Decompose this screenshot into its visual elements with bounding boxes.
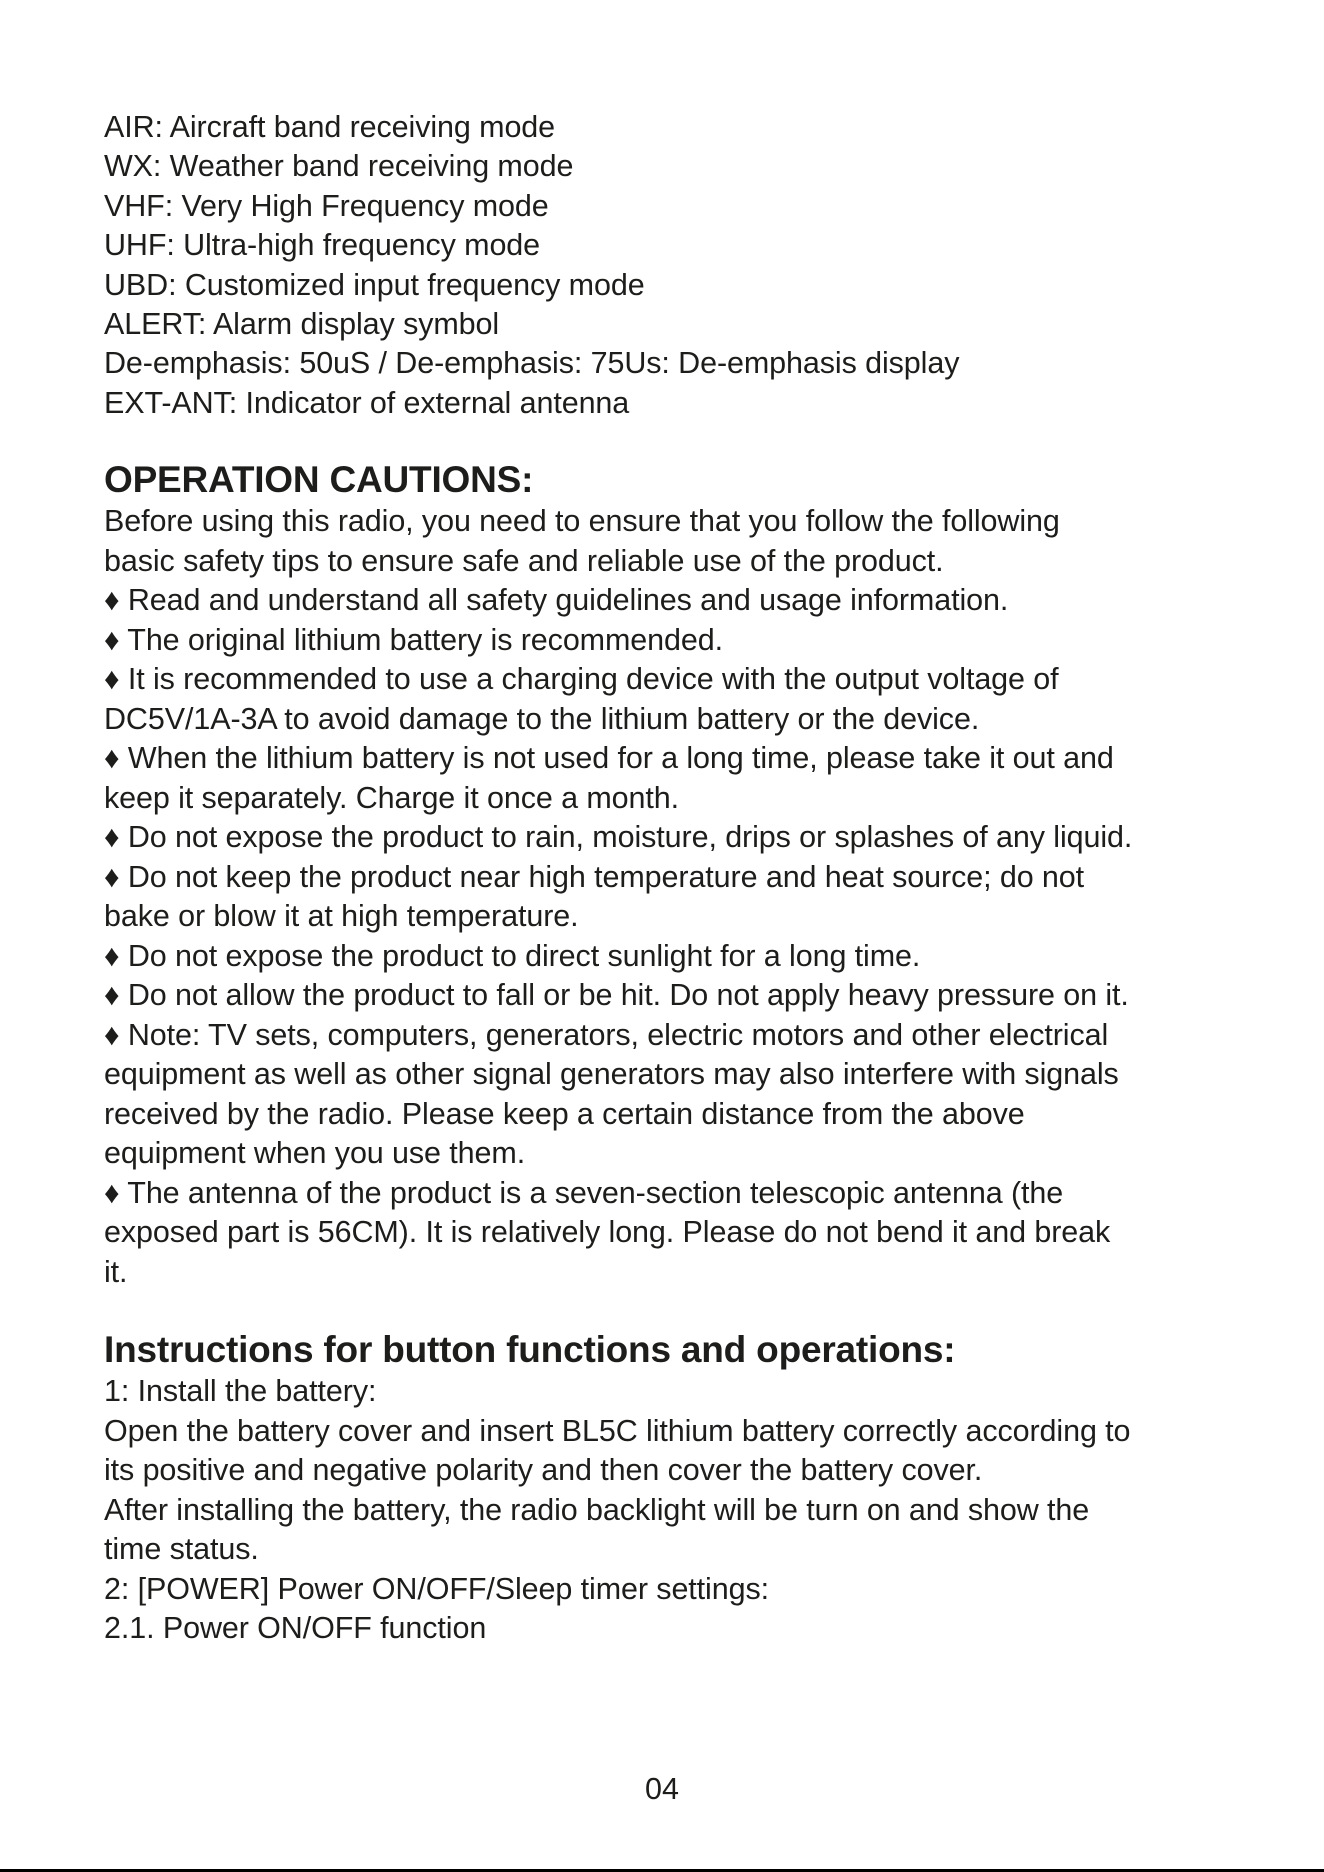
legend-line-wx: WX: Weather band receiving mode	[104, 149, 574, 184]
instruction-step-title: 1: Install the battery:	[104, 1374, 377, 1409]
caution-bullet-line: ♦ Note: TV sets, computers, generators, electric motors and other electrical	[104, 1017, 1109, 1052]
operation-cautions-body	[104, 502, 1234, 1292]
legend-line-de-emphasis: De-emphasis: 50uS / De-emphasis: 75Us: De-emphasis display	[104, 346, 960, 381]
legend-line-air: AIR: Aircraft band receiving mode	[104, 110, 556, 144]
caution-continuation-line: equipment when you use them.	[104, 1136, 526, 1171]
caution-continuation-line: it.	[104, 1254, 128, 1289]
instruction-subsection-title: 2.1. Power ON/OFF function	[104, 1611, 487, 1646]
caution-bullet-line: ♦ The original lithium battery is recommended.	[104, 622, 723, 657]
caution-continuation-line: bake or blow it at high temperature.	[104, 899, 579, 934]
legend-line-vhf: VHF: Very High Frequency mode	[104, 188, 549, 223]
caution-bullet-line: ♦ Do not expose the product to direct sunlight for a long time.	[104, 938, 921, 973]
instruction-text-line: After installing the battery, the radio backlight will be turn on and show the	[104, 1492, 1090, 1527]
caution-continuation-line: keep it separately. Charge it once a month.	[104, 780, 679, 815]
display-symbol-legend	[104, 108, 1234, 423]
instructions-body	[104, 1372, 1234, 1649]
caution-intro-line: Before using this radio, you need to ensure that you follow the following	[104, 504, 1060, 539]
legend-line-ubd: UBD: Customized input frequency mode	[104, 267, 645, 302]
legend-line-alert: ALERT: Alarm display symbol	[104, 307, 500, 342]
caution-continuation-line: exposed part is 56CM). It is relatively long. Please do not bend it and break	[104, 1215, 1111, 1250]
caution-bullet-line: ♦ Read and understand all safety guidelines and usage information.	[104, 583, 1009, 618]
instruction-text-line: time status.	[104, 1532, 259, 1567]
legend-line-ext-ant: EXT-ANT: Indicator of external antenna	[104, 385, 630, 420]
caution-bullet-line: ♦ The antenna of the product is a seven-section telescopic antenna (the	[104, 1175, 1064, 1210]
caution-bullet-line: ♦ Do not keep the product near high temperature and heat source; do not	[104, 859, 1085, 894]
caution-bullet-line: ♦ When the lithium battery is not used for a long time, please take it out and	[104, 741, 1114, 776]
instruction-step-title: 2: [POWER] Power ON/OFF/Sleep timer settings:	[104, 1571, 769, 1606]
caution-continuation-line: received by the radio. Please keep a certain distance from the above	[104, 1096, 1025, 1131]
operation-cautions-heading: OPERATION CAUTIONS:	[104, 459, 534, 501]
caution-continuation-line: DC5V/1A-3A to avoid damage to the lithium battery or the device.	[104, 701, 980, 736]
page-number: 04	[645, 1772, 679, 1806]
instructions-heading: Instructions for button functions and operations:	[104, 1329, 956, 1371]
manual-page	[104, 108, 1234, 1649]
caution-continuation-line: equipment as well as other signal generators may also interfere with signals	[104, 1057, 1119, 1092]
caution-intro-line: basic safety tips to ensure safe and reliable use of the product.	[104, 543, 944, 578]
instruction-text-line: Open the battery cover and insert BL5C lithium battery correctly according to	[104, 1413, 1131, 1448]
caution-bullet-line: ♦ Do not allow the product to fall or be hit. Do not apply heavy pressure on it.	[104, 978, 1129, 1013]
instruction-text-line: its positive and negative polarity and then cover the battery cover.	[104, 1453, 983, 1488]
caution-bullet-line: ♦ Do not expose the product to rain, moisture, drips or splashes of any liquid.	[104, 820, 1133, 855]
legend-line-uhf: UHF: Ultra-high frequency mode	[104, 228, 541, 263]
caution-bullet-line: ♦ It is recommended to use a charging device with the output voltage of	[104, 662, 1059, 697]
